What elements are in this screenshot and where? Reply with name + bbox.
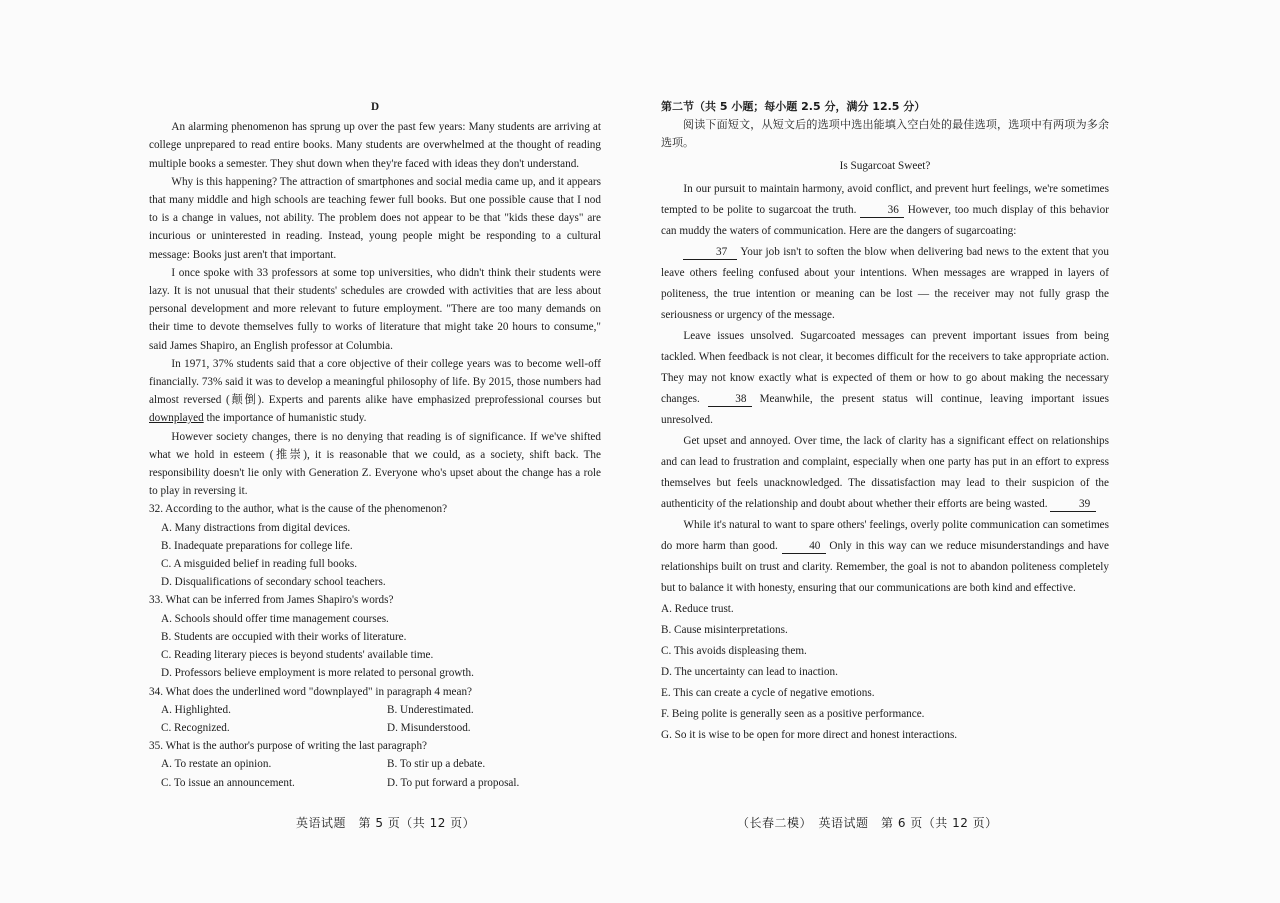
option: F. Being polite is generally seen as a positive performance. [661,707,925,720]
option: E. This can create a cycle of negative emotions. [661,686,875,699]
option-row [149,774,601,792]
blank-37: 37 [683,245,737,260]
section-title: 第二节（共 5 小题；每小题 2.5 分，满分 12.5 分） [661,100,926,113]
option: C. A misguided belief in reading full books. [161,558,358,571]
passage-title: Is Sugarcoat Sweet? [839,159,931,172]
option: B. Students are occupied with their works of literature. [161,630,407,643]
text-segment: Meanwhile, the present status will continue, leaving important issues unresolved. [661,392,1109,426]
page-footer-6: （长春二模） 英语试题 第 6 页（共 12 页） [737,816,998,830]
right-page [661,98,1109,746]
passage-paragraph: Why is this happening? The attraction of smartphones and social media came up, and it appears that many middle and high schools are teaching fewer full books. But one possible cause that I nod to is a change in values, not ability. The problem does not appear to be that "kids these days" are incurious or uninterested in reading. Instead, young people might be responding to a cultural message: Books just aren't that important. [149,175,601,261]
passage-paragraph [661,431,1109,515]
option: B. Underestimated. [387,703,474,716]
option: C. Reading literary pieces is beyond students' available time. [161,649,434,662]
option: A. Schools should offer time management courses. [161,612,389,625]
passage-paragraph [661,326,1109,431]
question-33: 33. What can be inferred from James Shapiro's words? [149,594,394,607]
passage-label: D [370,101,380,113]
text-segment: In 1971, 37% students said that a core objective of their college years was to become well-off financially. 73% said it was to develop a meaningful philosophy of life. By 2015, those numbers had almost reversed (颠倒). Experts and parents alike have emphasized preprofessional courses but [149,357,601,407]
passage-paragraph [661,179,1109,242]
option-row [149,719,601,737]
option-row [149,701,601,719]
option: A. Reduce trust. [661,602,734,615]
option: C. Recognized. [161,721,230,734]
text-segment: Leave issues unsolved. Sugarcoated messages can prevent important issues from being tackled. When feedback is not clear, it becomes difficult for the receivers to take appropriate action. They may not know exactly what is expected of them or how to go about making the necessary changes. [661,329,1109,405]
text-segment: Your job isn't to soften the blow when delivering bad news to the extent that you leave others feeling confused about your intentions. When messages are wrapped in layers of politeness, the true intention or meaning can be lost — the receiver may not fully grasp the seriousness or urgency of the message. [661,245,1109,321]
question-35: 35. What is the author's purpose of writing the last paragraph? [149,740,428,753]
text-segment: While it's natural to want to spare others' feelings, overly polite communication can sometimes do more harm than good. [661,518,1109,552]
question-34: 34. What does the underlined word "downplayed" in paragraph 4 mean? [149,685,473,698]
underlined-word: downplayed [149,412,204,425]
option-row [149,755,601,773]
left-page [149,98,601,792]
text-segment: However, too much display of this behavior can muddy the waters of communication. Here are the dangers of sugarcoating: [661,203,1109,237]
blank-39: 39 [1050,497,1096,512]
blank-40: 40 [782,539,826,554]
blank-36: 36 [860,203,904,218]
option: D. To put forward a proposal. [387,776,520,789]
option: B. Cause misinterpretations. [661,623,788,636]
option: A. To restate an opinion. [161,758,272,771]
option: C. To issue an announcement. [161,776,295,789]
instructions: 阅读下面短文，从短文后的选项中选出能填入空白处的最佳选项，选项中有两项为多余选项。 [661,118,1109,150]
option: B. Inadequate preparations for college life. [161,539,353,552]
text-segment: Only in this way can we reduce misunderstandings and have relationships built on trust and clarity. Remember, the goal is not to abandon politeness completely but to balance it with honesty, ensuring that our communications are both kind and effective. [661,539,1109,594]
option: A. Many distractions from digital devices. [161,521,351,534]
option: G. So it is wise to be open for more direct and honest interactions. [661,728,958,741]
passage-paragraph [661,242,1109,326]
option: D. The uncertainty can lead to inaction. [661,665,838,678]
option: B. To stir up a debate. [387,758,486,771]
option: A. Highlighted. [161,703,231,716]
text-segment: the importance of humanistic study. [203,412,367,425]
question-32: 32. According to the author, what is the cause of the phenomenon? [149,503,448,516]
blank-38: 38 [708,392,752,407]
passage-paragraph: I once spoke with 33 professors at some top universities, who didn't think their students were lazy. It is not unusual that their students' schedules are crowded with activities that are less about personal development and more relevant to future employment. "There are too many demands on their time to devote themselves fully to works of literature that might take 20 hours to consume," said James Shapiro, an English professor at Columbia. [149,266,601,352]
option: C. This avoids displeasing them. [661,644,807,657]
text-segment: In our pursuit to maintain harmony, avoid conflict, and prevent hurt feelings, we're sometimes tempted to be polite to sugarcoat the truth. [661,182,1109,216]
passage-paragraph: An alarming phenomenon has sprung up over the past few years: Many students are arriving at college unprepared to read entire books. Many students are overwhelmed at the thought of reading multiple books a semester. They shut down when they're faced with ideas they don't understand. [149,121,601,170]
option: D. Disqualifications of secondary school teachers. [161,576,386,589]
option: D. Misunderstood. [387,721,471,734]
option: D. Professors believe employment is more related to personal growth. [161,667,474,680]
passage-paragraph: However society changes, there is no denying that reading is of significance. If we've shifted what we hold in esteem (推崇), it is reasonable that we could, as a society, shift back. The responsibility doesn't lie only with Generation Z. Everyone who's upset about the change has a role to play in reversing it. [149,430,601,498]
text-segment: Get upset and annoyed. Over time, the lack of clarity has a significant effect on relationships and can lead to frustration and complaint, especially when one party has put in an effort to express themselves but feels unacknowledged. The dissatisfaction may lead to their suspicion of the authenticity of the relationship and doubt about whether their efforts are being wasted. [661,434,1109,510]
passage-paragraph [149,355,601,428]
page-footer-5: 英语试题 第 5 页（共 12 页） [296,816,476,830]
passage-paragraph [661,515,1109,599]
